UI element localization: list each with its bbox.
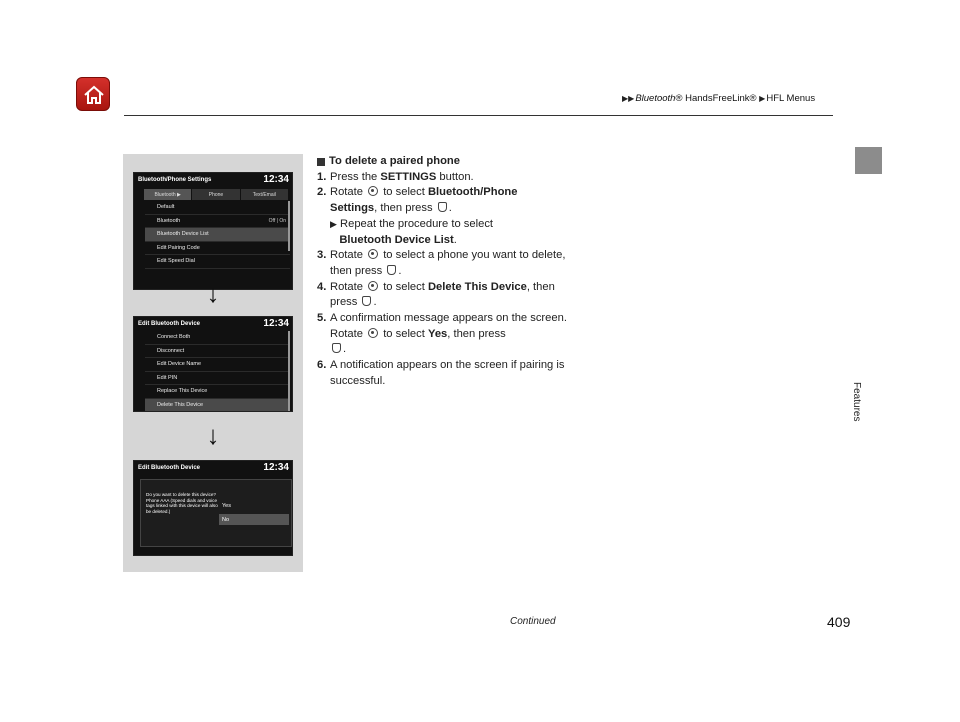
menu-item-connect-both[interactable]: Connect Both — [145, 331, 290, 345]
menu-item-edit-name[interactable]: Edit Device Name — [145, 358, 290, 372]
step-4: 4. Rotate to select Delete This Device, then press . — [317, 280, 555, 309]
continued-label: Continued — [510, 616, 556, 627]
step-6: 6. A notification appears on the screen if pairing is successful. — [317, 359, 565, 387]
screen-title: Bluetooth/Phone Settings — [138, 177, 212, 183]
menu-item-disconnect[interactable]: Disconnect — [145, 345, 290, 359]
selector-knob-icon — [368, 281, 378, 291]
section-tab-label: Features — [851, 382, 862, 422]
press-knob-icon — [332, 343, 341, 353]
screen-clock: 12:34 — [263, 318, 289, 329]
menu-item-delete-device[interactable]: Delete This Device — [145, 399, 290, 413]
menu-item-replace-device[interactable]: Replace This Device — [145, 385, 290, 399]
selector-knob-icon — [368, 249, 378, 259]
press-knob-icon — [362, 296, 371, 306]
screen-title: Edit Bluetooth Device — [138, 465, 201, 471]
step-2-note: ▶ Repeat the procedure to select Bluetooth Device List. — [330, 217, 494, 246]
down-arrow-icon: ↓ — [206, 278, 220, 308]
step-3: 3. Rotate to select a phone you want to delete, then press . — [317, 249, 566, 277]
tab-bluetooth[interactable]: Bluetooth ▶ — [144, 189, 192, 200]
press-knob-icon — [387, 265, 396, 275]
screen-clock: 12:34 — [263, 462, 289, 473]
step-1: 1. Press the SETTINGS button. — [317, 170, 474, 183]
menu-item-pairing-code[interactable]: Edit Pairing Code — [145, 242, 290, 256]
selector-knob-icon — [368, 328, 378, 338]
confirm-delete-screen — [133, 460, 293, 556]
tab-text-email[interactable]: Text/Email — [241, 189, 289, 200]
step-5: 5. A confirmation message appears on the screen. Rotate to select Yes, then press . — [317, 312, 567, 356]
bluetooth-settings-screen — [133, 172, 293, 290]
scrollbar[interactable] — [288, 201, 290, 251]
screen-figure-panel — [123, 154, 303, 572]
tab-phone[interactable]: Phone — [192, 189, 240, 200]
dialog-no-option[interactable]: No — [219, 514, 289, 525]
down-arrow-icon: ↓ — [206, 420, 220, 450]
screen-title: Edit Bluetooth Device — [138, 321, 201, 327]
page-number: 409 — [827, 614, 851, 630]
edit-device-screen — [133, 316, 293, 412]
breadcrumb: ▶▶Bluetooth® HandsFreeLink® ▶HFL Menus — [622, 93, 816, 104]
section-tab — [855, 147, 882, 174]
section-heading: To delete a paired phone — [317, 154, 567, 170]
press-knob-icon — [438, 202, 447, 212]
step-2: 2. Rotate to select Bluetooth/Phone Settings, then press . — [317, 186, 518, 215]
selector-knob-icon — [368, 186, 378, 196]
menu-item-device-list[interactable]: Bluetooth Device List — [145, 228, 290, 242]
dialog-message: Do you want to delete this device? Phone AAA (Speed dials and voice tags linked with this device will also be deleted.) — [146, 492, 218, 515]
bluetooth-toggle-value: Off | On — [268, 217, 286, 224]
instructions — [317, 154, 567, 390]
header-divider — [124, 115, 833, 116]
home-icon[interactable] — [76, 77, 110, 111]
dialog-yes-option[interactable]: Yes — [222, 502, 231, 509]
menu-item-speed-dial[interactable]: Edit Speed Dial — [145, 255, 290, 269]
menu-item-bluetooth[interactable]: Bluetooth Off | On — [145, 215, 290, 229]
scrollbar[interactable] — [288, 331, 290, 411]
menu-item-edit-pin[interactable]: Edit PIN — [145, 372, 290, 386]
screen-clock: 12:34 — [263, 174, 289, 185]
menu-item-default[interactable]: Default — [145, 201, 290, 215]
confirm-dialog — [140, 479, 292, 547]
bullet-square-icon — [317, 158, 325, 166]
